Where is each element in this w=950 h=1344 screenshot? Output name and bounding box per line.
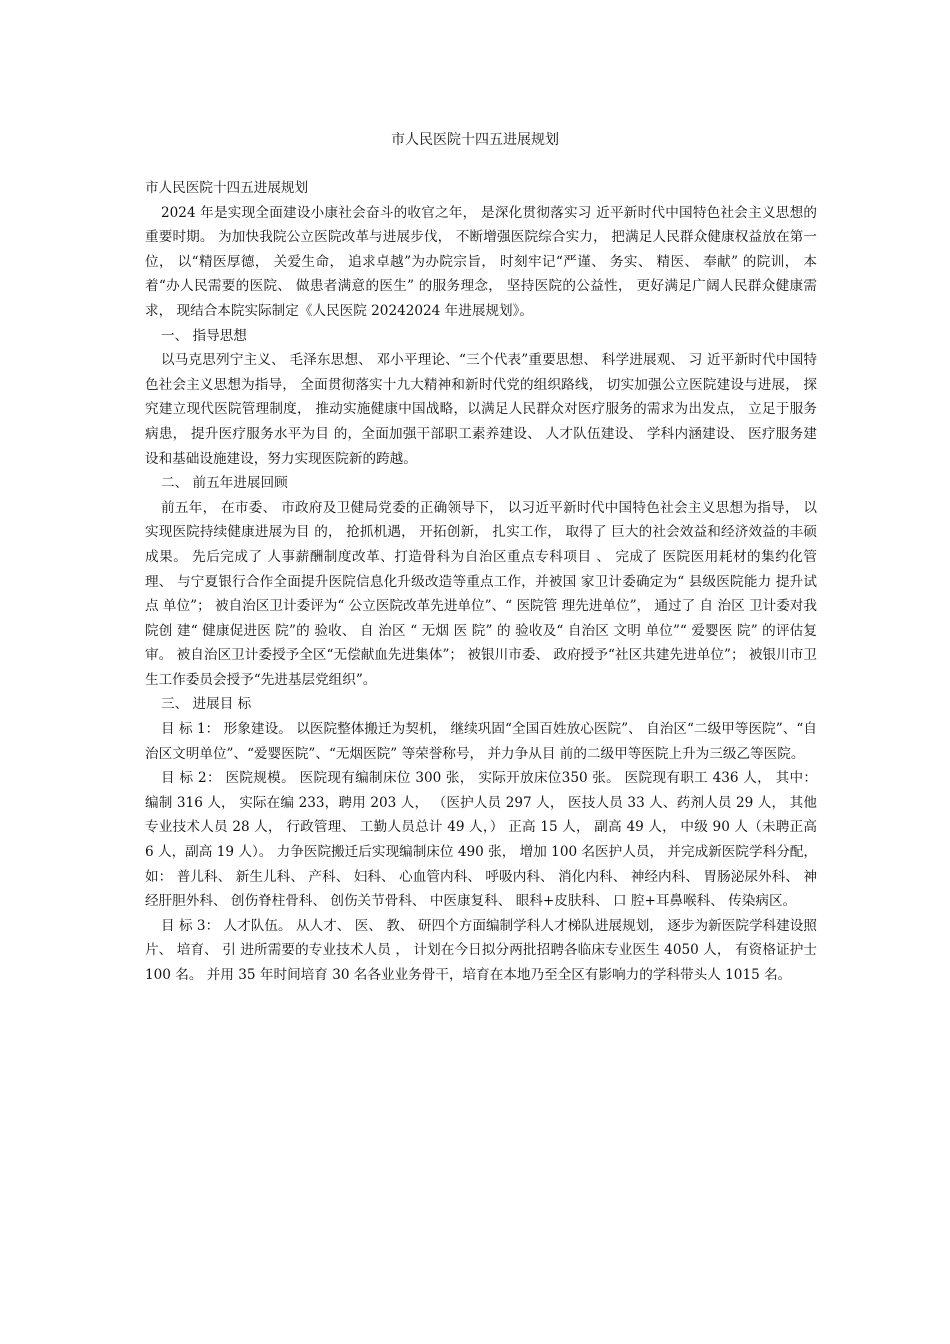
section-heading-review: 二、 前五年进展回顾 [161,475,288,492]
document-subtitle: 市人民医院十四五进展规划 [145,180,309,196]
document-body [145,176,817,988]
goal-3-text: 目 标 3： 人才队伍。 从人才、 医、 教、 研四个方面编制学科人才梯队进展规划， 逐步为新医院学科建设照片、 培育、 引 进所需要的专业技术人员 ， 计划在今日拟分两批招聘各临床专业医生 4050 人， 有资格证护士 100 名。 并用 35 年时间培育 30 名各业业务骨干，培育在本地乃至全区有影响力的学科带头人 1015 名。 [145,917,817,983]
section-heading-guiding: 一、 指导思想 [161,327,247,344]
document-title: 市人民医院十四五进展规划 [391,132,559,148]
section-text-guiding: 以马克思列宁主义、 毛泽东思想、 邓小平理论、“三个代表”重要思想、 科学进展观、 习 近平新时代中国特色社会主义思想为指导， 全面贯彻落实十九大精神和新时代党的组织路线， 切实加强公立医院建设与进展， 探究建立现代医院管理制度， 推动实施健康中国战略，以满足人民群众对医疗服务的需求为出发点， 立足于服务病患， 提升医疗服务水平为目 的，全面加强干部职工素养建设、 人才队伍建设、 学科内涵建设、 医疗服务建设和基础设施建设，努力实现医院新的跨越。 [145,352,817,467]
section-heading-goals: 三、 进展目 标 [161,696,252,713]
goal-2-text: 目 标 2： 医院规模。 医院现有编制床位 300 张， 实际开放床位350 张。 医院现有职工 436 人， 其中： 编制 316 人， 实际在编 233，聘用 203 人， （医护人员 297 人， 医技人员 33 人、药剂人员 29 人， 其他专业技术人员 28 人， 行政管理、 工勤人员总计 49 人，） 正高 15 人， 副高 49 人， 中级 90 人（未聘正高 6 人，副高 19 人）。 力争医院搬迁后实现编制床位 490 张， 增加 100 名医护人员， 并完成新医院学科分配， 如： 普儿科、 新生儿科、 产科、 妇科、 心血管内科、 呼吸内科、 消化内科、 神经内科、 胃肠泌尿外科、 神经肝胆外科、 创伤脊柱骨科、 创伤关节骨科、 中医康复科、 眼科+皮肤科、 口 腔+耳鼻喉科、 传染病区。 [145,770,817,910]
goal-1-text: 目 标 1： 形象建设。 以医院整体搬迁为契机， 继续巩固“全国百姓放心医院”、 自治区“二级甲等医院”、“自治区文明单位”、“爱婴医院”、“无烟医院” 等荣誉称号， 并力争从目 前的二级甲等医院上升为三级乙等医院。 [145,721,817,762]
section-text-review: 前五年， 在市委、 市政府及卫健局党委的正确领导下， 以习近平新时代中国特色社会主义思想为指导， 以实现医院持续健康进展为目 的， 抢抓机遇， 开拓创新， 扎实工作， 取得了 巨大的社会效益和经济效益的丰硕成果。 先后完成了 人事薪酬制度改革、打造骨科为自治区重点专科项目 、 完成了 医院医用耗材的集约化管理、 与宁夏银行合作全面提升医院信息化升级改造等重点工作，并被国 家卫计委确定为“ 县级医院能力 提升试点 单位”； 被自治区卫计委评为“ 公立医院改革先进单位”、“ 医院管 理先进单位”， 通过了 自 治区 卫计委对我院创 建“ 健康促进医 院”的 验收、 自 治区 “ 无烟 医 院” 的 验收及“ 自治区 文明 单位”“ 爱婴医 院” 的评估复审。 被自治区卫计委授予全区“无偿献血先进集体”； 被银川市委、 政府授予“社区共建先进单位”； 被银川市卫生工作委员会授予“先进基层党组织”。 [145,499,817,688]
intro-paragraph: 2024 年是实现全面建设小康社会奋斗的收官之年， 是深化贯彻落实习 近平新时代中国特色社会主义思想的重要时期。 为加快我院公立医院改革与进展步伐， 不断增强医院综合实力， 把满足人民群众健康权益放在第一位， 以“精医厚德， 关爱生命， 追求卓越”为办院宗旨， 时刻牢记“严谨、 务实、 精医、 奉献” 的院训， 本着“办人民需要的医院、 做患者满意的医生” 的服务理念， 坚持医院的公益性， 更好满足广阔人民群众健康需求， 现结合本院实际制定《人民医院 20242024 年进展规划》。 [145,204,817,319]
